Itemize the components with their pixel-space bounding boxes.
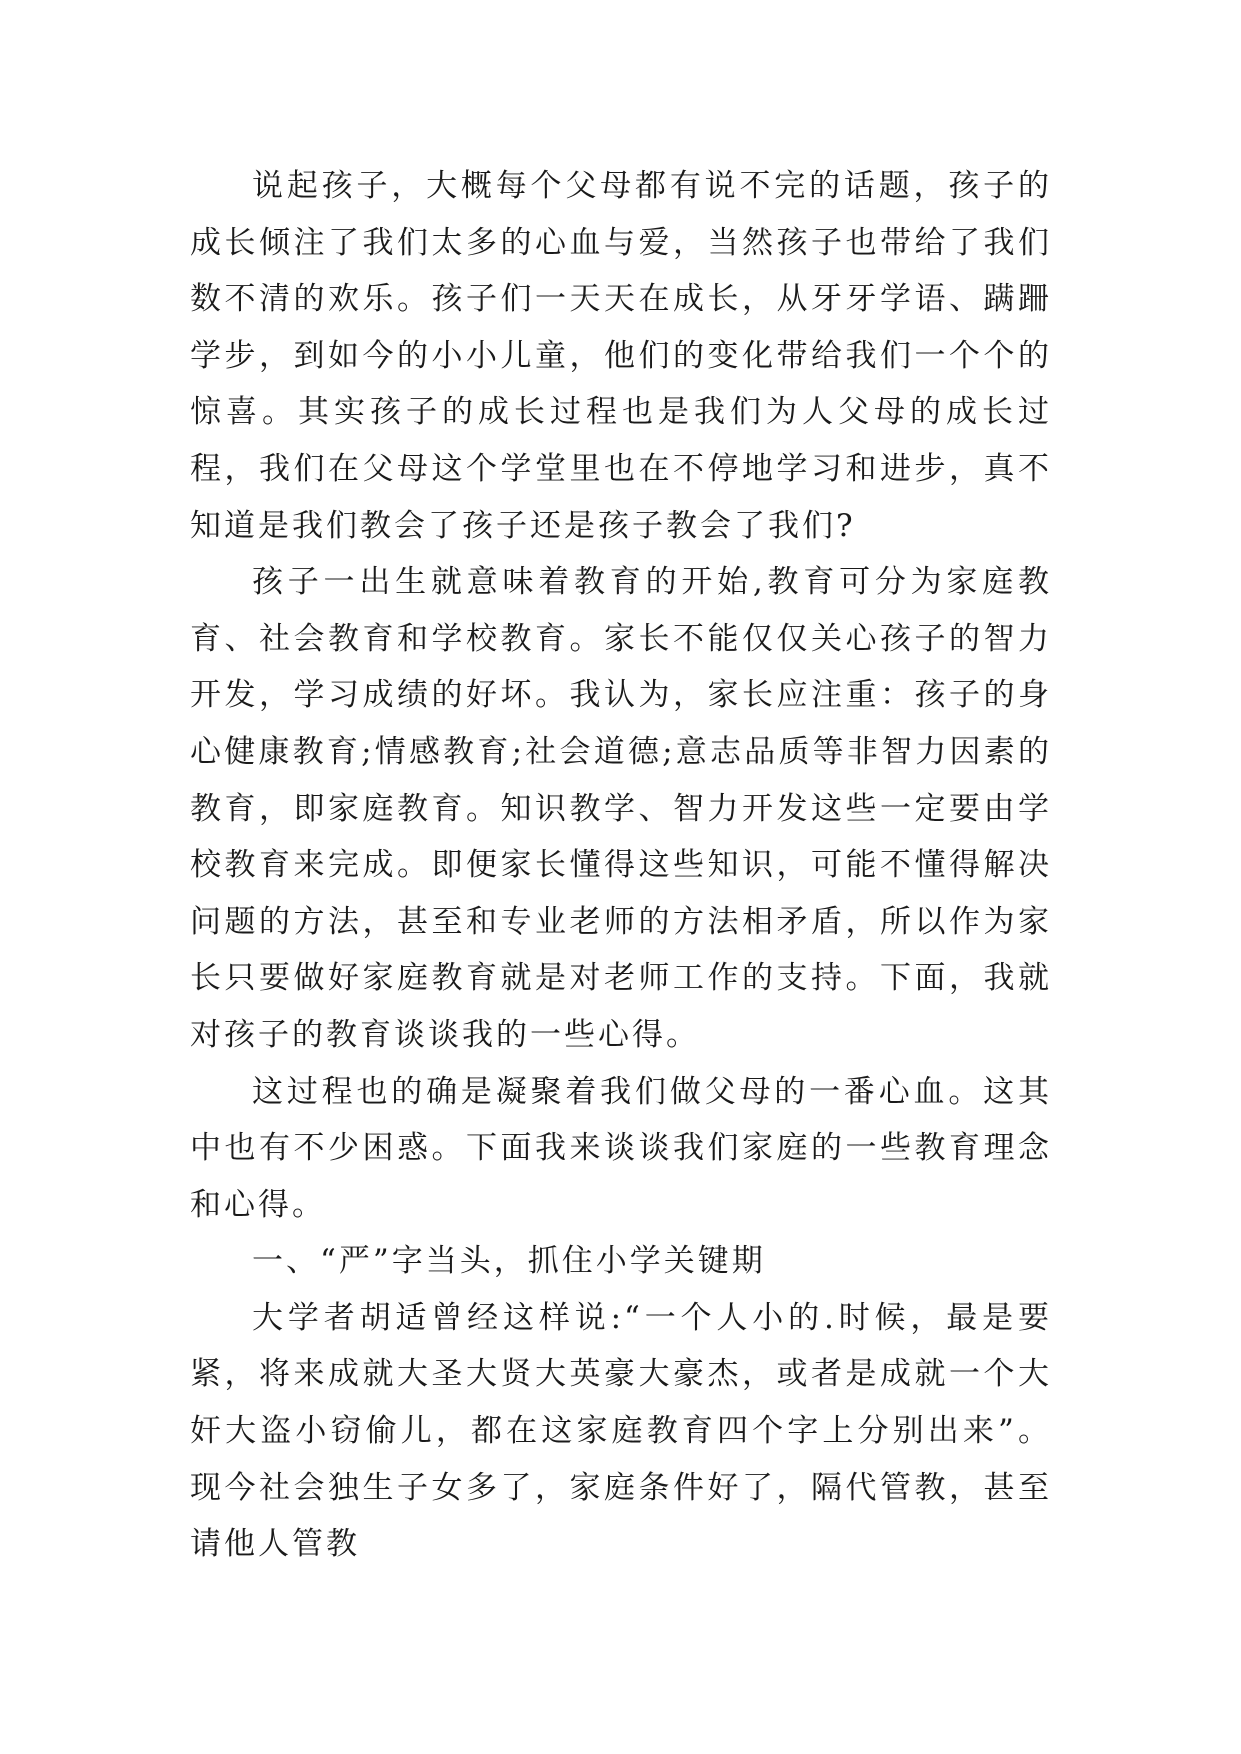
section-heading: 一、“严”字当头，抓住小学关键期 xyxy=(252,1243,766,1280)
paragraph-4: 大学者胡适曾经这样说:“一个人小的.时候，最是要紧，将来成就大圣大贤大英豪大豪杰，或者是成就一个大奸大盗小窃偷儿，都在这家庭教育四个字上分别出来”。现今社会独生子女多了，家庭条件好了，隔代管教，甚至请他人管教 xyxy=(190,1299,1052,1563)
document-body xyxy=(190,158,1052,1573)
paragraph-1: 说起孩子，大概每个父母都有说不完的话题，孩子的成长倾注了我们太多的心血与爱，当然孩子也带给了我们数不清的欢乐。孩子们一天天在成长，从牙牙学语、蹒跚学步，到如今的小小儿童，他们的变化带给我们一个个的惊喜。其实孩子的成长过程也是我们为人父母的成长过程，我们在父母这个学堂里也在不停地学习和进步，真不知道是我们教会了孩子还是孩子教会了我们? xyxy=(190,168,1052,544)
paragraph-2: 孩子一出生就意味着教育的开始,教育可分为家庭教育、社会教育和学校教育。家长不能仅仅关心孩子的智力开发，学习成绩的好坏。我认为，家长应注重：孩子的身心健康教育;情感教育;社会道德;意志品质等非智力因素的教育，即家庭教育。知识教学、智力开发这些一定要由学校教育来完成。即便家长懂得这些知识，可能不懂得解决问题的方法，甚至和专业老师的方法相矛盾，所以作为家长只要做好家庭教育就是对老师工作的支持。下面，我就对孩子的教育谈谈我的一些心得。 xyxy=(190,564,1052,1053)
paragraph-3: 这过程也的确是凝聚着我们做父母的一番心血。这其中也有不少困惑。下面我来谈谈我们家庭的一些教育理念和心得。 xyxy=(190,1073,1052,1223)
